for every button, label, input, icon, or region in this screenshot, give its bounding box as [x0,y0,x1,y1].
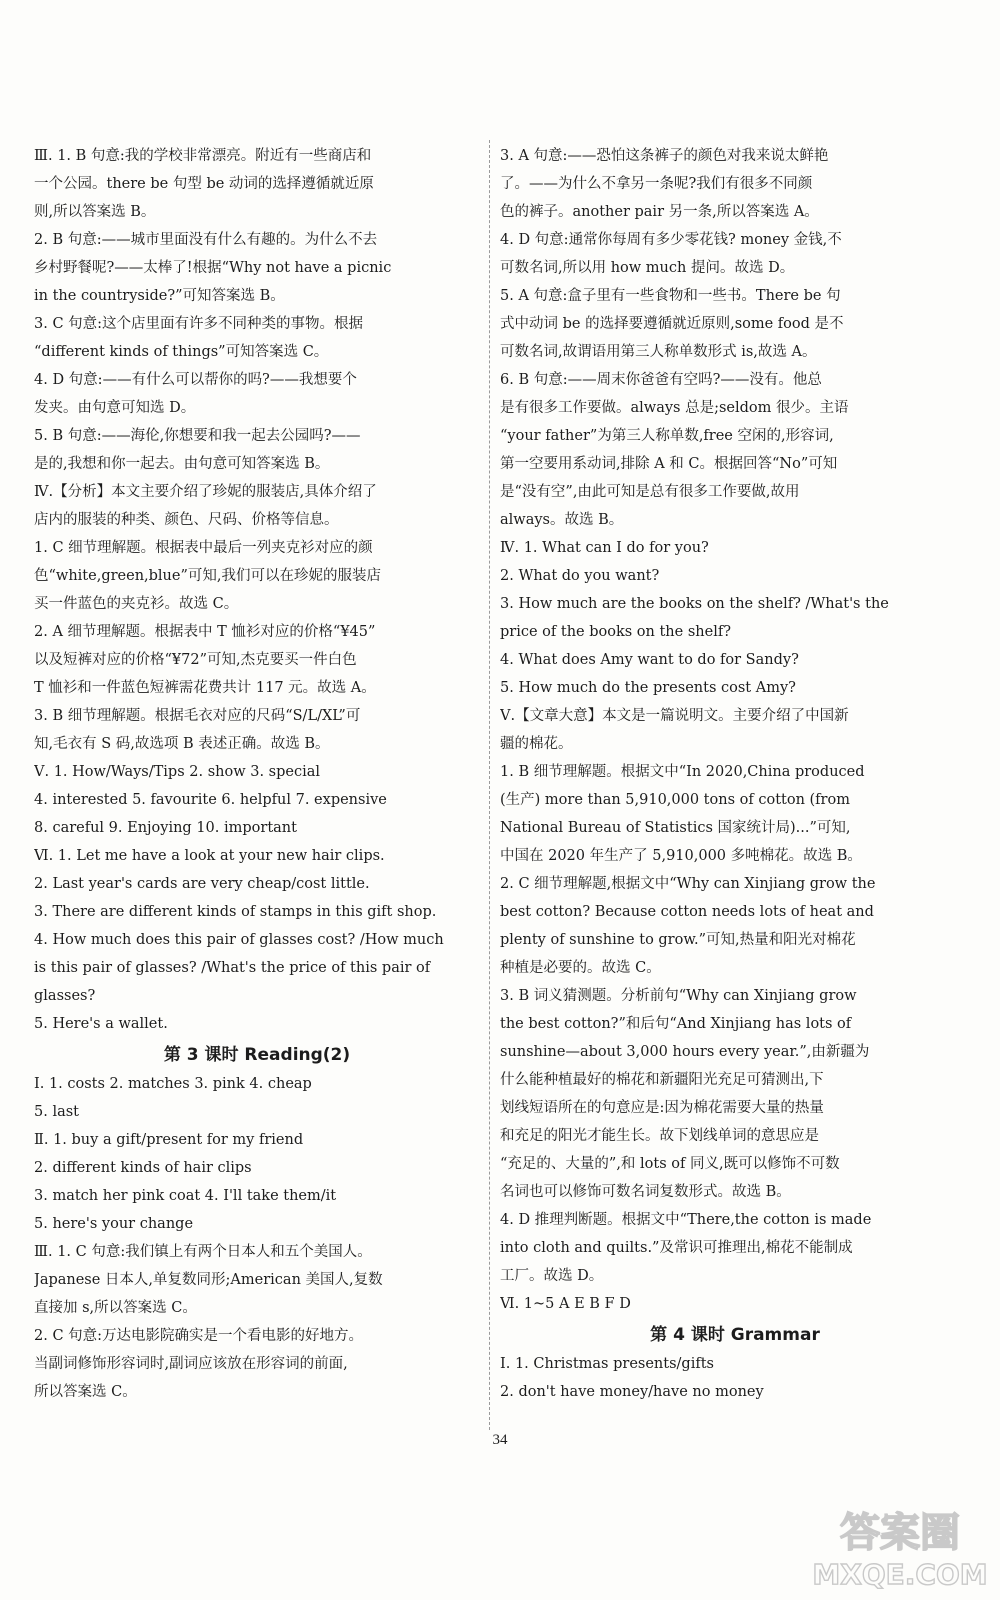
answer-line: T 恤衫和一件蓝色短裤需花费共计 117 元。故选 A。 [34,680,376,696]
column-divider [489,140,491,1430]
answer-line: Ⅴ. 1. How/Ways/Tips 2. show 3. special [34,764,321,780]
answer-line: 1. B 细节理解题。根据文中“In 2020,China produced [500,764,865,780]
answer-line: (生产) more than 5,910,000 tons of cotton (from [500,792,850,808]
answer-line: “充足的、大量的”,和 lots of 同义,既可以修饰不可数 [500,1156,840,1172]
answer-line: “your father”为第三人称单数,free 空闲的,形容词, [500,428,834,444]
answer-line: 乡村野餐呢?——太棒了!根据“Why not have a picnic [34,260,392,276]
answer-line: 2. different kinds of hair clips [34,1160,252,1176]
answer-line: always。故选 B。 [500,512,624,528]
answer-line: 第一空要用系动词,排除 A 和 C。根据回答“No”可知 [500,456,838,472]
answer-line: 直接加 s,所以答案选 C。 [34,1300,197,1316]
answer-line: plenty of sunshine to grow.”可知,热量和阳光对棉花 [500,932,856,948]
answer-line: 可数名词,故谓语用第三人称单数形式 is,故选 A。 [500,344,817,360]
answer-line: 中国在 2020 年生产了 5,910,000 多吨棉花。故选 B。 [500,848,862,864]
answer-line: 和充足的阳光才能生长。故下划线单词的意思应是 [500,1128,819,1144]
answer-line: 所以答案选 C。 [34,1384,137,1400]
answer-line: into cloth and quilts.”及常识可推理出,棉花不能制成 [500,1240,853,1256]
answer-line: 3. A 句意:——恐怕这条裤子的颜色对我来说太鲜艳 [500,148,829,164]
answer-line: 1. C 细节理解题。根据表中最后一列夹克衫对应的颜 [34,540,373,556]
answer-line: glasses? [34,988,96,1004]
answer-line: 5. last [34,1104,79,1120]
answer-line: 色“white,green,blue”可知,我们可以在珍妮的服装店 [34,568,382,584]
page-number: 34 [492,1432,508,1448]
answer-line: 5. How much do the presents cost Amy? [500,680,796,696]
right-answers [500,142,970,1318]
answer-line: Ⅱ. 1. buy a gift/present for my friend [34,1132,304,1148]
answer-line: Japanese 日本人,单复数同形;American 美国人,复数 [34,1272,383,1288]
answer-line: 6. B 句意:——周末你爸爸有空吗?——没有。他总 [500,372,822,388]
answer-line: 是的,我想和你一起去。由句意可知答案选 B。 [34,456,330,472]
answer-line: 是有很多工作要做。always 总是;seldom 很少。主语 [500,400,849,416]
answer-line: 则,所以答案选 B。 [34,204,156,220]
answer-line: 买一件蓝色的夹克衫。故选 C。 [34,596,239,612]
answer-line: 什么能种植最好的棉花和新疆阳光充足可猜测出,下 [500,1072,824,1088]
watermark-text-en: MXQE.COM [812,1558,988,1591]
answer-line: 色的裤子。another pair 另一条,所以答案选 A。 [500,204,819,220]
answer-line: 2. C 句意:万达电影院确实是一个看电影的好地方。 [34,1328,364,1344]
lesson-heading-reading-2: 第 3 课时 Reading(2) [163,1045,351,1065]
watermark-logo [810,1500,990,1592]
answer-line: 是“没有空”,由此可知是总有很多工作要做,故用 [500,484,800,500]
answer-line: 3. How much are the books on the shelf? /What's the [500,596,889,612]
answer-line: 4. D 句意:通常你每周有多少零花钱? money 金钱,不 [500,232,842,248]
answer-line: 工厂。故选 D。 [500,1268,604,1284]
answer-line: 2. C 细节理解题,根据文中“Why can Xinjiang grow the [500,876,876,892]
answer-line: 2. B 句意:——城市里面没有什么有趣的。为什么不去 [34,232,378,248]
answer-line: 可数名词,所以用 how much 提问。故选 D。 [500,260,795,276]
lesson-heading-grammar: 第 4 课时 Grammar [650,1325,820,1345]
answer-line: 5. A 句意:盒子里有一些食物和一些书。There be 句 [500,288,841,304]
answer-line: National Bureau of Statistics 国家统计局)...”可知, [500,820,851,836]
right-answers-2 [500,1350,970,1406]
answer-line: 划线短语所在的句意应是:因为棉花需要大量的热量 [500,1100,824,1116]
answer-line: best cotton? Because cotton needs lots of heat and [500,904,874,920]
answer-line: Ⅲ. 1. C 句意:我们镇上有两个日本人和五个美国人。 [34,1244,372,1260]
answer-line: sunshine—about 3,000 hours every year.”,由新疆为 [500,1044,870,1060]
left-column [34,142,480,1406]
answer-line: 了。——为什么不拿另一条呢?我们有很多不同颜 [500,176,813,192]
answer-line: Ⅳ. 1. What can I do for you? [500,540,709,556]
answer-line: 2. What do you want? [500,568,660,584]
answer-line: “different kinds of things”可知答案选 C。 [34,344,329,360]
answer-line: 4. D 推理判断题。根据文中“There,the cotton is made [500,1212,872,1228]
answer-line: 种植是必要的。故选 C。 [500,960,661,976]
answer-line: is this pair of glasses? /What's the price of this pair of [34,960,431,976]
answer-line: 3. match her pink coat 4. I'll take them/it [34,1188,337,1204]
right-column [500,142,970,1406]
answer-line: the best cotton?”和后句“And Xinjiang has lots of [500,1016,852,1032]
answer-line: 5. here's your change [34,1216,194,1232]
answer-line: Ⅵ. 1. Let me have a look at your new hair clips. [34,848,385,864]
watermark-text-cn: 答案圈 [840,1510,960,1556]
answer-line: 一个公园。there be 句型 be 动词的选择遵循就近原 [34,176,374,192]
answer-line: Ⅴ.【文章大意】本文是一篇说明文。主要介绍了中国新 [500,708,849,724]
answer-line: 4. D 句意:——有什么可以帮你的吗?——我想要个 [34,372,357,388]
answer-line: 4. What does Amy want to do for Sandy? [500,652,799,668]
answer-line: 以及短裤对应的价格“¥72”可知,杰克要买一件白色 [34,652,357,668]
answer-line: 店内的服装的种类、颜色、尺码、价格等信息。 [34,512,339,528]
answer-line: 疆的棉花。 [500,736,573,752]
answer-line: Ⅰ. 1. Christmas presents/gifts [500,1356,714,1372]
answer-line: 知,毛衣有 S 码,故选项 B 表述正确。故选 B。 [34,736,330,752]
answer-line: 3. C 句意:这个店里面有许多不同种类的事物。根据 [34,316,364,332]
left-answers [34,142,480,1038]
answer-line: price of the books on the shelf? [500,624,731,640]
left-answers-2 [34,1070,480,1406]
answer-line: 8. careful 9. Enjoying 10. important [34,820,297,836]
answer-line: 2. don't have money/have no money [500,1384,764,1400]
answer-line: 3. B 词义猜测题。分析前句“Why can Xinjiang grow [500,988,857,1004]
answer-line: 名词也可以修饰可数名词复数形式。故选 B。 [500,1184,791,1200]
answer-line: 发夹。由句意可知选 D。 [34,400,196,416]
answer-line: 2. A 细节理解题。根据表中 T 恤衫对应的价格“¥45” [34,624,376,640]
answer-line: Ⅰ. 1. costs 2. matches 3. pink 4. cheap [34,1076,312,1092]
answer-line: 5. Here's a wallet. [34,1016,168,1032]
answer-line: 3. There are different kinds of stamps in this gift shop. [34,904,437,920]
answer-line: 4. interested 5. favourite 6. helpful 7. expensive [34,792,387,808]
answer-line: 4. How much does this pair of glasses cost? /How much [34,932,444,948]
answer-line: Ⅳ.【分析】本文主要介绍了珍妮的服装店,具体介绍了 [34,484,377,500]
answer-line: 3. B 细节理解题。根据毛衣对应的尺码“S/L/XL”可 [34,708,361,724]
answer-line: 5. B 句意:——海伦,你想要和我一起去公园吗?—— [34,428,361,444]
answer-line: 当副词修饰形容词时,副词应该放在形容词的前面, [34,1356,348,1372]
answer-line: 2. Last year's cards are very cheap/cost little. [34,876,370,892]
answer-line: 式中动词 be 的选择要遵循就近原则,some food 是不 [500,316,844,332]
answer-line: in the countryside?”可知答案选 B。 [34,288,285,304]
answer-line: Ⅲ. 1. B 句意:我的学校非常漂亮。附近有一些商店和 [34,148,372,164]
answer-line: Ⅵ. 1~5 A E B F D [500,1296,631,1312]
